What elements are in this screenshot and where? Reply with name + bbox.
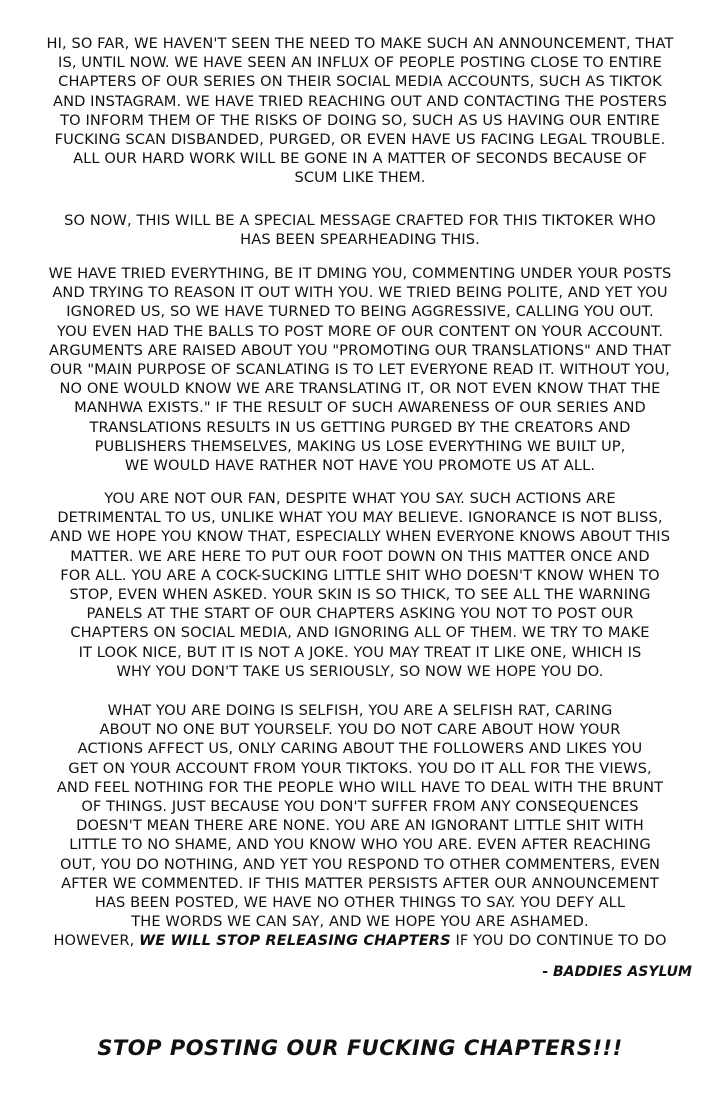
text-line: DETRIMENTAL TO US, UNLIKE WHAT YOU MAY BELIEVE. IGNORANCE IS NOT BLISS,: [57, 509, 663, 527]
text-line: PUBLISHERS THEMSELVES, MAKING US LOSE EVERYTHING WE BUILT UP,: [94, 437, 626, 455]
text-line: HAS BEEN SPEARHEADING THIS.: [240, 231, 480, 249]
text-line: AND WE HOPE YOU KNOW THAT, ESPECIALLY WHEN EVERYONE KNOWS ABOUT THIS: [49, 528, 671, 546]
final-line-before: HOWEVER,: [53, 932, 140, 950]
text-line: OUR "MAIN PURPOSE OF SCANLATING IS TO LET EVERYONE READ IT. WITHOUT YOU,: [49, 361, 670, 379]
signature: - BADDIES ASYLUM: [542, 964, 692, 980]
closing-headline: STOP POSTING OUR FUCKING CHAPTERS!!!: [97, 1036, 623, 1060]
final-line: [28, 931, 692, 950]
text-line: ARGUMENTS ARE RAISED ABOUT YOU "PROMOTING OUR TRANSLATIONS" AND THAT: [49, 341, 671, 359]
text-line: AND TRYING TO REASON IT OUT WITH YOU. WE TRIED BEING POLITE, AND YET YOU: [52, 284, 668, 302]
text-line: THE WORDS WE CAN SAY, AND WE HOPE YOU ARE ASHAMED.: [131, 913, 589, 931]
text-line: FOR ALL. YOU ARE A COCK-SUCKING LITTLE SHIT WHO DOESN'T KNOW WHEN TO: [60, 566, 660, 584]
text-line: STOP, EVEN WHEN ASKED. YOUR SKIN IS SO THICK, TO SEE ALL THE WARNING: [69, 586, 651, 604]
paragraph-selfish: [28, 701, 692, 951]
text-line: HAS BEEN POSTED, WE HAVE NO OTHER THINGS TO SAY. YOU DEFY ALL: [94, 894, 626, 912]
text-line: WE WOULD HAVE RATHER NOT HAVE YOU PROMOTE US AT ALL.: [124, 457, 596, 475]
text-line: MATTER. WE ARE HERE TO PUT OUR FOOT DOWN ON THIS MATTER ONCE AND: [70, 547, 650, 565]
text-line: IS, UNTIL NOW. WE HAVE SEEN AN INFLUX OF PEOPLE POSTING CLOSE TO ENTIRE: [58, 54, 662, 72]
text-line: ALL OUR HARD WORK WILL BE GONE IN A MATTER OF SECONDS BECAUSE OF: [73, 150, 647, 168]
text-line: IT LOOK NICE, BUT IT IS NOT A JOKE. YOU MAY TREAT IT LIKE ONE, WHICH IS: [78, 643, 642, 661]
text-line: PANELS AT THE START OF OUR CHAPTERS ASKING YOU NOT TO POST OUR: [86, 605, 634, 623]
text-line: NO ONE WOULD KNOW WE ARE TRANSLATING IT, OR NOT EVEN KNOW THAT THE: [59, 380, 661, 398]
text-line: YOU ARE NOT OUR FAN, DESPITE WHAT YOU SAY. SUCH ACTIONS ARE: [104, 490, 616, 507]
text-line: MANHWA EXISTS." IF THE RESULT OF SUCH AWARENESS OF OUR SERIES AND: [74, 399, 646, 417]
final-line-after: IF YOU DO CONTINUE TO DO: [450, 932, 667, 950]
text-line: AND FEEL NOTHING FOR THE PEOPLE WHO WILL HAVE TO DEAL WITH THE BRUNT: [56, 778, 664, 796]
paragraph-tried-everything: [28, 264, 692, 475]
text-line: HI, SO FAR, WE HAVEN'T SEEN THE NEED TO MAKE SUCH AN ANNOUNCEMENT, THAT: [46, 35, 674, 52]
text-line: WHAT YOU ARE DOING IS SELFISH, YOU ARE A SELFISH RAT, CARING: [107, 702, 613, 719]
text-line: OF THINGS. JUST BECAUSE YOU DON'T SUFFER FROM ANY CONSEQUENCES: [81, 798, 639, 816]
text-line: DOESN'T MEAN THERE ARE NONE. YOU ARE AN IGNORANT LITTLE SHIT WITH: [76, 817, 644, 835]
text-line: WE HAVE TRIED EVERYTHING, BE IT DMING YOU, COMMENTING UNDER YOUR POSTS: [48, 265, 672, 282]
paragraph-special-message: [28, 211, 692, 249]
text-line: LITTLE TO NO SHAME, AND YOU KNOW WHO YOU ARE. EVEN AFTER REACHING: [69, 836, 651, 854]
text-line: ABOUT NO ONE BUT YOURSELF. YOU DO NOT CARE ABOUT HOW YOUR: [99, 721, 621, 739]
text-line: CHAPTERS OF OUR SERIES ON THEIR SOCIAL MEDIA ACCOUNTS, SUCH AS TIKTOK: [58, 73, 662, 91]
text-line: AFTER WE COMMENTED. IF THIS MATTER PERSISTS AFTER OUR ANNOUNCEMENT: [61, 874, 659, 892]
text-line: ACTIONS AFFECT US, ONLY CARING ABOUT THE FOLLOWERS AND LIKES YOU: [77, 740, 643, 758]
text-line: TO INFORM THEM OF THE RISKS OF DOING SO, SUCH AS US HAVING OUR ENTIRE: [60, 111, 660, 129]
text-line: GET ON YOUR ACCOUNT FROM YOUR TIKTOKS. YOU DO IT ALL FOR THE VIEWS,: [68, 759, 652, 777]
text-line: CHAPTERS ON SOCIAL MEDIA, AND IGNORING ALL OF THEM. WE TRY TO MAKE: [70, 624, 650, 642]
text-line: TRANSLATIONS RESULTS IN US GETTING PURGED BY THE CREATORS AND: [89, 418, 631, 436]
text-line: WHY YOU DON'T TAKE US SERIOUSLY, SO NOW WE HOPE YOU DO.: [116, 662, 604, 680]
text-line: FUCKING SCAN DISBANDED, PURGED, OR EVEN HAVE US FACING LEGAL TROUBLE.: [54, 131, 666, 149]
paragraph-not-our-fan: [28, 489, 692, 681]
stop-releasing-emphasis: WE WILL STOP RELEASING CHAPTERS: [139, 932, 451, 950]
text-line: AND INSTAGRAM. WE HAVE TRIED REACHING OUT AND CONTACTING THE POSTERS: [52, 92, 668, 110]
text-line: OUT, YOU DO NOTHING, AND YET YOU RESPOND TO OTHER COMMENTERS, EVEN: [59, 855, 660, 873]
text-line: IGNORED US, SO WE HAVE TURNED TO BEING AGGRESSIVE, CALLING YOU OUT.: [66, 303, 654, 321]
text-line: SCUM LIKE THEM.: [294, 169, 426, 187]
paragraph-intro: [28, 34, 692, 188]
text-line: SO NOW, THIS WILL BE A SPECIAL MESSAGE CRAFTED FOR THIS TIKTOKER WHO: [64, 212, 656, 229]
text-line: YOU EVEN HAD THE BALLS TO POST MORE OF OUR CONTENT ON YOUR ACCOUNT.: [56, 322, 664, 340]
